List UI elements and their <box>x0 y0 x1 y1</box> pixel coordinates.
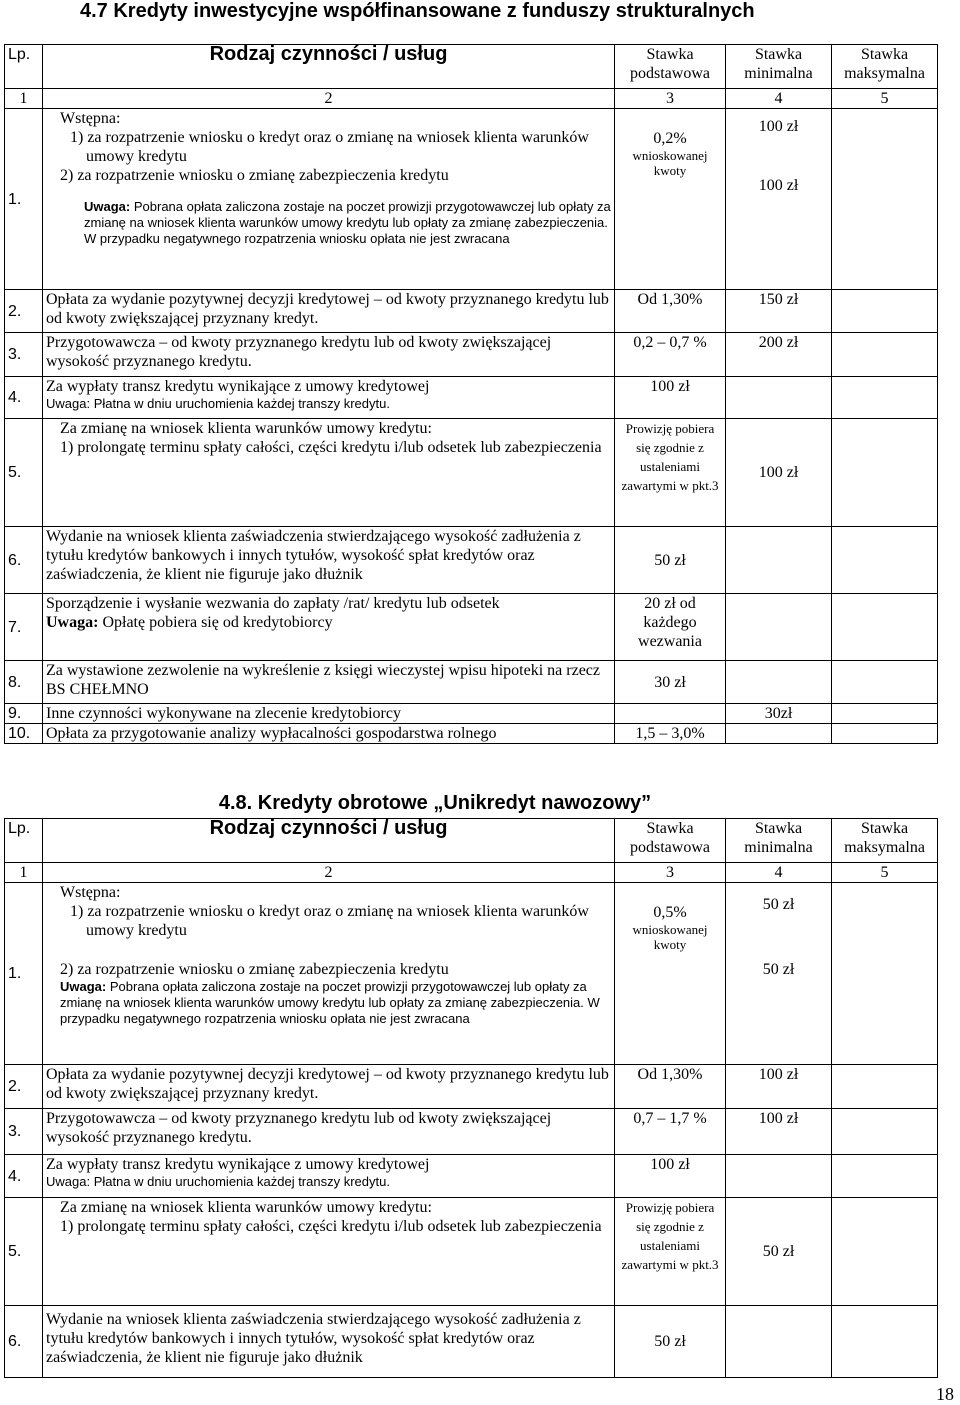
colnum: 1 <box>5 89 43 109</box>
note-text: Opłatę pobiera się od kredytobiorcy <box>102 614 333 631</box>
row-note <box>46 199 611 247</box>
row-min: 50 zł <box>726 1198 832 1306</box>
row-max <box>832 1306 938 1378</box>
colnum: 4 <box>726 89 832 109</box>
colnum: 2 <box>43 863 615 883</box>
row-base: 0,7 – 1,7 % <box>615 1109 726 1155</box>
base-sub: wnioskowanej kwoty <box>632 148 708 178</box>
row-min: 30zł <box>726 704 832 724</box>
row-min <box>726 527 832 594</box>
row-description: Opłata za wydanie pozytywnej decyzji kredytowej – od kwoty przyznanego kredytu lub od kwoty zwiększającej przyznany kredyt. <box>43 1065 615 1109</box>
row-item: 1) prolongatę terminu spłaty całości, części kredytu i/lub odsetek lub zabezpieczenia <box>60 439 602 456</box>
row-min <box>726 1306 832 1378</box>
row-min <box>726 594 832 661</box>
row-intro: Wstępna: <box>60 110 121 127</box>
row-min <box>726 109 832 290</box>
table-row <box>5 333 938 377</box>
row-base: Od 1,30% <box>615 290 726 333</box>
row-lp: 1. <box>5 109 43 290</box>
row-max <box>832 527 938 594</box>
row-note <box>46 613 611 632</box>
row-item-2: 2) za rozpatrzenie wniosku o zmianę zabezpieczenia kredytu <box>60 167 449 184</box>
row-description: Inne czynności wykonywane na zlecenie kredytobiorcy <box>43 704 615 724</box>
min-1: 100 zł <box>758 118 799 135</box>
row-lp: 9. <box>5 704 43 724</box>
min-2: 50 zł <box>762 961 795 978</box>
row-base: Od 1,30% <box>615 1065 726 1109</box>
row-base: 30 zł <box>615 661 726 704</box>
row-intro: Wstępna: <box>60 884 121 901</box>
header-service: Rodzaj czynności / usług <box>43 819 615 863</box>
header-base: Stawka podstawowa <box>615 819 726 863</box>
row-lp: 1. <box>5 883 43 1065</box>
row-description <box>43 1155 615 1198</box>
base-main: 0,2% <box>653 130 687 147</box>
header-lp: Lp. <box>5 45 43 89</box>
table-row <box>5 1198 938 1306</box>
column-number-row <box>5 863 938 883</box>
table-row <box>5 724 938 744</box>
table-row <box>5 1065 938 1109</box>
min-1: 50 zł <box>762 896 795 913</box>
row-description: Opłata za przygotowanie analizy wypłacalności gospodarstwa rolnego <box>43 724 615 744</box>
row-base: 100 zł <box>615 377 726 419</box>
row-max <box>832 704 938 724</box>
row-lp: 3. <box>5 333 43 377</box>
row-min <box>726 1155 832 1198</box>
row-min: 100 zł <box>726 1065 832 1109</box>
row-min <box>726 883 832 1065</box>
table-row <box>5 594 938 661</box>
colnum: 3 <box>615 89 726 109</box>
table-row <box>5 1306 938 1378</box>
row-text: Sporządzenie i wysłanie wezwania do zapłaty /rat/ kredytu lub odsetek <box>46 595 500 612</box>
row-max <box>832 419 938 527</box>
row-max <box>832 661 938 704</box>
row-max <box>832 1198 938 1306</box>
row-item-1: 1) za rozpatrzenie wniosku o kredyt oraz o zmianę na wniosek klienta warunków umowy kredytu <box>70 129 589 165</box>
row-description: Wydanie na wniosek klienta zaświadczenia stwierdzającego wysokość zadłużenia z tytułu kredytów bankowych i innych tytułów, wysokość spłat kredytów oraz zaświadczenia, że klient nie figuruje jako dłużnik <box>43 1306 615 1378</box>
table-row <box>5 1109 938 1155</box>
row-item: 1) prolongatę terminu spłaty całości, części kredytu i/lub odsetek lub zabezpieczenia <box>60 1218 602 1235</box>
row-min <box>726 377 832 419</box>
row-lp: 3. <box>5 1109 43 1155</box>
row-lp: 5. <box>5 1198 43 1306</box>
row-description <box>43 377 615 419</box>
row-text: Za wypłaty transz kredytu wynikające z umowy kredytowej <box>46 378 430 395</box>
row-base: 50 zł <box>615 1306 726 1378</box>
header-max: Stawka maksymalna <box>832 819 938 863</box>
row-max <box>832 1155 938 1198</box>
row-min <box>726 661 832 704</box>
min-2: 100 zł <box>758 177 799 194</box>
row-item-2: 2) za rozpatrzenie wniosku o zmianę zabezpieczenia kredytu <box>60 961 449 978</box>
row-max <box>832 883 938 1065</box>
row-text: Za wypłaty transz kredytu wynikające z umowy kredytowej <box>46 1156 430 1173</box>
row-description <box>43 883 615 1065</box>
row-lp: 6. <box>5 527 43 594</box>
table-row <box>5 109 938 290</box>
row-lp: 6. <box>5 1306 43 1378</box>
row-description <box>43 419 615 527</box>
section-title-4-7: 4.7 Kredyty inwestycyjne współfinansowane z funduszy strukturalnych <box>80 0 755 22</box>
table-row <box>5 377 938 419</box>
row-min: 200 zł <box>726 333 832 377</box>
row-note: Uwaga: Płatna w dniu uruchomienia każdej transzy kredytu. <box>46 396 390 411</box>
row-max <box>832 290 938 333</box>
table-row <box>5 661 938 704</box>
row-base <box>615 704 726 724</box>
row-max <box>832 1065 938 1109</box>
row-description: Opłata za wydanie pozytywnej decyzji kredytowej – od kwoty przyznanego kredytu lub od kwoty zwiększającej przyznany kredyt. <box>43 290 615 333</box>
row-intro: Za zmianę na wniosek klienta warunków umowy kredytu: <box>60 420 432 437</box>
row-base: Prowizję pobiera się zgodnie z ustaleniami zawartymi w pkt.3 <box>615 419 726 527</box>
row-description: Przygotowawcza – od kwoty przyznanego kredytu lub od kwoty zwiększającej wysokość przyznanego kredytu. <box>43 333 615 377</box>
row-max <box>832 1109 938 1155</box>
row-description <box>43 109 615 290</box>
colnum: 5 <box>832 89 938 109</box>
column-number-row <box>5 89 938 109</box>
row-max <box>832 109 938 290</box>
base-sub: wnioskowanej kwoty <box>632 922 708 952</box>
row-lp: 5. <box>5 419 43 527</box>
row-lp: 7. <box>5 594 43 661</box>
header-min: Stawka minimalna <box>726 45 832 89</box>
note-label: Uwaga: <box>84 199 131 214</box>
colnum: 3 <box>615 863 726 883</box>
row-max <box>832 333 938 377</box>
table-row <box>5 290 938 333</box>
header-lp: Lp. <box>5 819 43 863</box>
row-max <box>832 377 938 419</box>
row-min: 100 zł <box>726 1109 832 1155</box>
page-number: 18 <box>936 1384 954 1404</box>
header-min: Stawka minimalna <box>726 819 832 863</box>
table-row <box>5 1155 938 1198</box>
row-base: 50 zł <box>615 527 726 594</box>
row-base: 20 zł od każdego wezwania <box>615 594 726 661</box>
row-description: Wydanie na wniosek klienta zaświadczenia stwierdzającego wysokość zadłużenia z tytułu kredytów bankowych i innych tytułów, wysokość spłat kredytów oraz zaświadczenia, że klient nie figuruje jako dłużnik <box>43 527 615 594</box>
colnum: 1 <box>5 863 43 883</box>
base-main: 0,5% <box>653 904 687 921</box>
fee-table-4-7 <box>4 44 938 744</box>
table-row <box>5 883 938 1065</box>
row-lp: 2. <box>5 1065 43 1109</box>
table-row <box>5 527 938 594</box>
row-lp: 10. <box>5 724 43 744</box>
fee-table-4-8 <box>4 818 938 1378</box>
colnum: 5 <box>832 863 938 883</box>
row-lp: 8. <box>5 661 43 704</box>
row-min <box>726 724 832 744</box>
row-base <box>615 883 726 1065</box>
row-base <box>615 109 726 290</box>
table-row <box>5 704 938 724</box>
row-max <box>832 594 938 661</box>
row-description: Przygotowawcza – od kwoty przyznanego kredytu lub od kwoty zwiększającej wysokość przyznanego kredytu. <box>43 1109 615 1155</box>
row-base: 1,5 – 3,0% <box>615 724 726 744</box>
row-base: Prowizję pobiera się zgodnie z ustaleniami zawartymi w pkt.3 <box>615 1198 726 1306</box>
header-max: Stawka maksymalna <box>832 45 938 89</box>
note-text: Pobrana opłata zaliczona zostaje na poczet prowizji przygotowawczej lub opłaty za zmianę na wniosek klienta warunków umowy kredytu lub opłaty za zmianę zabezpieczenia. W przypadku negatywnego rozpatrzenia wniosku opłata nie jest zwracana <box>84 199 611 246</box>
table-row <box>5 419 938 527</box>
header-service: Rodzaj czynności / usług <box>43 45 615 89</box>
note-label: Uwaga: <box>60 979 107 994</box>
colnum: 2 <box>43 89 615 109</box>
row-intro: Za zmianę na wniosek klienta warunków umowy kredytu: <box>60 1199 432 1216</box>
row-lp: 4. <box>5 377 43 419</box>
row-lp: 2. <box>5 290 43 333</box>
table-header-row <box>5 45 938 89</box>
note-label: Uwaga: <box>46 614 99 631</box>
row-base: 0,2 – 0,7 % <box>615 333 726 377</box>
row-description: Za wystawione zezwolenie na wykreślenie z księgi wieczystej wpisu hipoteki na rzecz BS CHEŁMNO <box>43 661 615 704</box>
row-lp: 4. <box>5 1155 43 1198</box>
row-description <box>43 594 615 661</box>
row-note: Uwaga: Płatna w dniu uruchomienia każdej transzy kredytu. <box>46 1174 390 1189</box>
colnum: 4 <box>726 863 832 883</box>
header-base: Stawka podstawowa <box>615 45 726 89</box>
row-description <box>43 1198 615 1306</box>
row-note <box>46 979 611 1027</box>
table-header-row <box>5 819 938 863</box>
row-max <box>832 724 938 744</box>
row-base: 100 zł <box>615 1155 726 1198</box>
row-min: 100 zł <box>726 419 832 527</box>
note-text: Pobrana opłata zaliczona zostaje na poczet prowizji przygotowawczej lub opłaty za zmianę na wniosek klienta warunków umowy kredytu lub opłaty za zmianę zabezpieczenia. W przypadku negatywnego rozpatrzenia wniosku opłata nie jest zwracana <box>60 979 600 1026</box>
row-min: 150 zł <box>726 290 832 333</box>
row-item-1: 1) za rozpatrzenie wniosku o kredyt oraz o zmianę na wniosek klienta warunków umowy kredytu <box>70 903 589 939</box>
section-title-4-8: 4.8. Kredyty obrotowe „Unikredyt nawozowy” <box>218 792 652 814</box>
